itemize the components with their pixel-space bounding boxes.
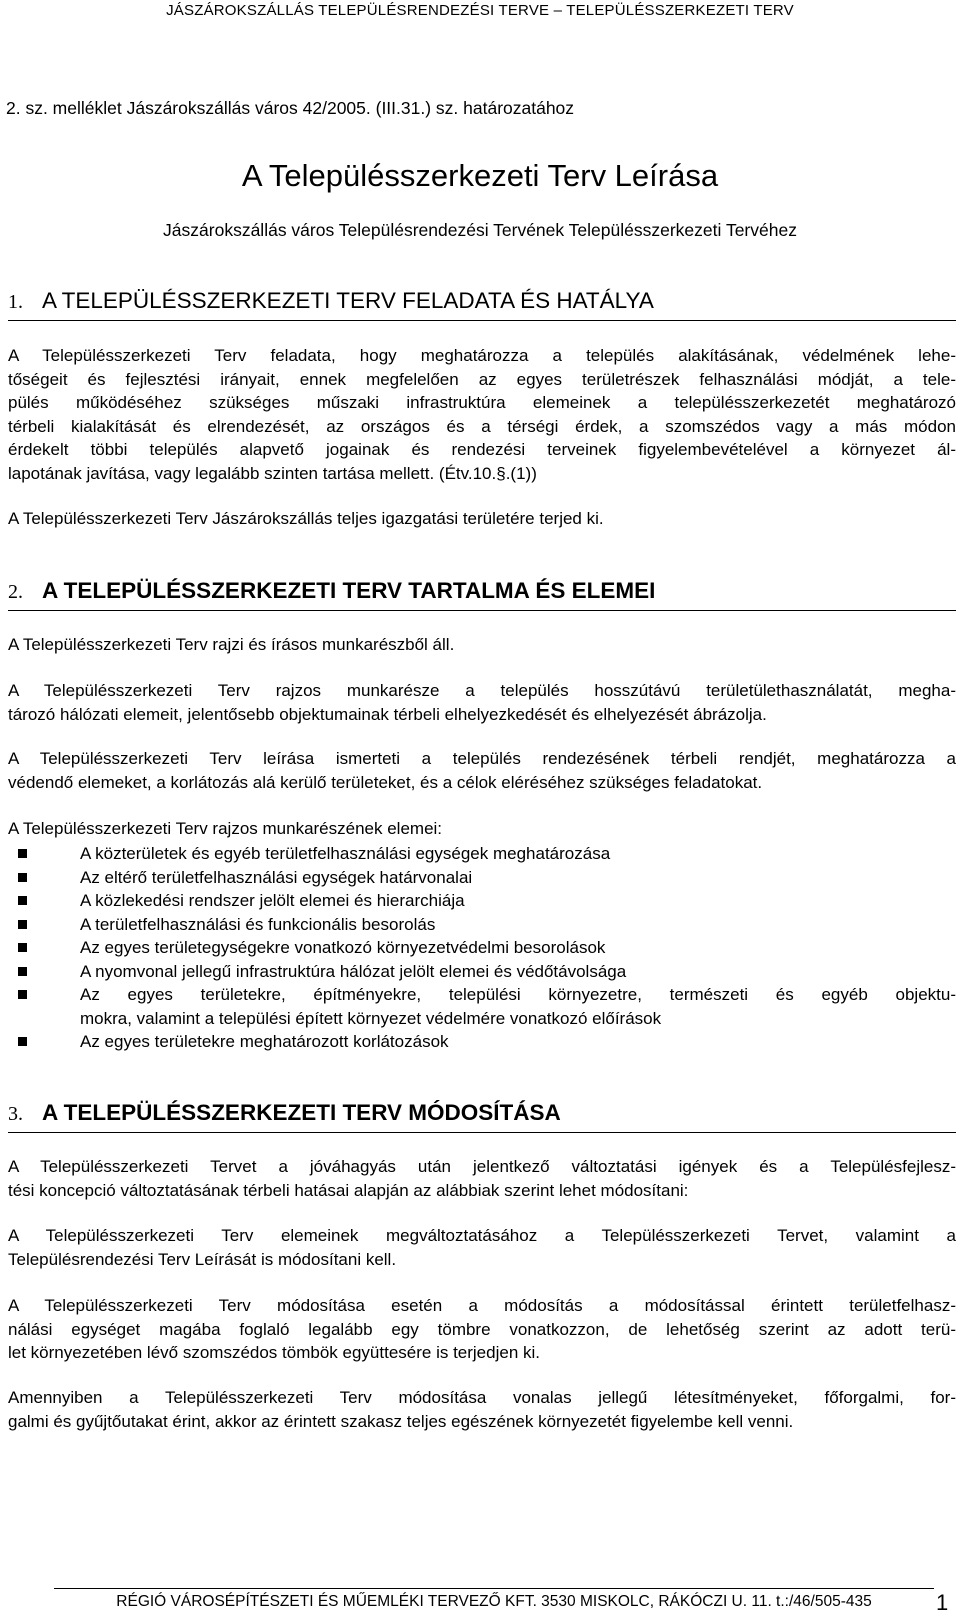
section-title: A TELEPÜLÉSSZERKEZETI TERV MÓDOSÍTÁSA [42,1100,561,1125]
list-item-text: Az egyes területegységekre vonatkozó környezetvédelmi besorolások [80,938,606,957]
section-3-paragraph-3 [8,1294,956,1365]
section-2-paragraph-3 [8,747,956,794]
list-item-text: A közterületek és egyéb területfelhasználási egységek meghatározása [80,844,611,863]
text-line: térbeli kialakítását és elrendezését, az országos és a térségi érdek, a szomszédos vagy a más módon [8,416,956,436]
square-bullet-icon [18,920,27,929]
text-line: nálási egységet magába foglaló legalább egy tömbre vonatkozzon, de lehetőség szerint az adott terü- [8,1319,956,1339]
page-footer: RÉGIÓ VÁROSÉPÍTÉSZETI ÉS MŰEMLÉKI TERVEZŐ KFT. 3530 MISKOLC, RÁKÓCZI U. 11. t.:/46/505-435 [54,1588,934,1611]
square-bullet-icon [18,967,27,976]
list-item-text: Az eltérő területfelhasználási egységek határvonalai [80,867,473,887]
text-line: tározó hálózati elemeit, jelentősebb objektumainak térbeli elhelyezkedését és elhelyezését ábrázolja. [8,704,767,724]
text-line: Amennyiben a Településszerkezeti Terv módosítása vonalas jellegű létesítményeket, főforgalmi, for- [8,1388,956,1407]
list-item [8,913,956,937]
list-item [8,960,956,984]
text-line: let környezetében lévő szomszédos tömbök együttesére is terjedjen ki. [8,1343,540,1362]
text-line: galmi és gyűjtőutakat érint, akkor az érintett szakasz teljes egészének környezetét figyelembe kell venni. [8,1411,794,1431]
text-line: tőségeit és fejlesztési irányait, ennek megfelelően az egyes területrészek felhasználási módját, a tele- [8,369,956,389]
section-2-paragraph-1 [8,633,956,657]
section-3-heading [8,1100,956,1133]
square-bullet-icon [18,1037,27,1046]
square-bullet-icon [18,849,27,858]
section-3-paragraph-2 [8,1224,956,1271]
text-line: védendő elemeket, a korlátozás alá kerülő területeket, és a célok eléréséhez szükséges feladatokat. [8,772,763,792]
list-item [8,983,956,1030]
section-2-paragraph-4 [8,817,956,841]
text-line: A Településszerkezeti Terv rajzos munkarésze a település hosszútávú területülethasználatát, megha- [8,681,956,700]
list-item [8,936,956,960]
square-bullet-icon [18,943,27,952]
section-2-heading [8,578,956,611]
text-line: tési koncepció változtatásának térbeli hatásai alapján az alábbiak szerint lehet módosítani: [8,1180,689,1200]
square-bullet-icon [18,896,27,905]
section-number: 2. [8,581,23,603]
section-title: A TELEPÜLÉSSZERKEZETI TERV FELADATA ÉS HATÁLYA [42,288,654,313]
list-item-text: A nyomvonal jellegű infrastruktúra hálózat jelölt elemei és védőtávolsága [80,961,627,981]
text-line: A Településszerkezeti Terv módosítása esetén a módosítás a módosítással érintett területfelhasz- [8,1296,956,1315]
text-line: A Településszerkezeti Terv feladata, hogy meghatározza a település alakításának, védelmének lehe- [8,346,956,365]
text-line: A Településszerkezeti Terv rajzos munkarészének elemei: [8,819,443,838]
section-number: 1. [8,291,23,313]
annex-reference: 2. sz. melléklet Jászárokszállás város 42/2005. (III.31.) sz. határozatához [6,98,575,118]
document-subtitle: Jászárokszállás város Településrendezési Tervének Településszerkezeti Tervéhez [163,220,797,240]
section-2-paragraph-2 [8,679,956,726]
text-line: A Településszerkezeti Terv leírása ismerteti a település rendezésének térbeli rendjét, meghatározza a [8,749,956,768]
square-bullet-icon [18,990,27,999]
elements-bullet-list [8,842,956,1054]
text-line: lapotának javítása, vagy legalább szinten tartása mellett. (Étv.10.§.(1)) [8,463,537,483]
text-line: érdekelt többi település alapvető jogainak és rendezési terveinek figyelembevételével a környezet ál- [8,440,956,459]
section-number: 3. [8,1103,23,1125]
text-line: A Településszerkezeti Terv elemeinek megváltoztatásához a Településszerkezeti Tervet, valamint a [8,1226,956,1245]
list-item-text: Az egyes területekre, építményekre, települési környezetre, természeti és egyéb objektu- [80,985,956,1004]
list-item [8,866,956,890]
square-bullet-icon [18,873,27,882]
list-item [8,1030,956,1054]
text-line: Településrendezési Terv Leírását is módosítani kell. [8,1249,397,1269]
text-line: pülés működéséhez szükséges műszaki infrastruktúra elemeinek a településszerkezetét meghatározó [8,393,956,412]
list-item-text: A közlekedési rendszer jelölt elemei és hierarchiája [80,891,465,910]
text-line: A Településszerkezeti Terv Jászárokszállás teljes igazgatási területére terjed ki. [8,509,604,528]
running-header: JÁSZÁROKSZÁLLÁS TELEPÜLÉSRENDEZÉSI TERVE – TELEPÜLÉSSZERKEZETI TERV [166,2,794,19]
text-line: A Településszerkezeti Terv rajzi és írásos munkarészből áll. [8,635,455,654]
document-title: A Településszerkezeti Terv Leírása [241,158,719,193]
section-title: A TELEPÜLÉSSZERKEZETI TERV TARTALMA ÉS ELEMEI [42,578,656,603]
text-line: A Településszerkezeti Tervet a jóváhagyás után jelentkező változtatási igények és a Településfejlesz- [8,1157,956,1176]
page-number: 1 [936,1590,949,1615]
list-item [8,842,956,866]
list-item-text: Az egyes területekre meghatározott korlátozások [80,1032,449,1051]
section-1-paragraph-2 [8,507,956,531]
list-item [8,889,956,913]
section-3-paragraph-4 [8,1386,956,1433]
section-3-paragraph-1 [8,1155,956,1202]
section-1-paragraph-1 [8,344,956,485]
section-1-heading [8,288,956,321]
list-item-text: A területfelhasználási és funkcionális besorolás [80,914,436,934]
list-item-text: mokra, valamint a települési épített környezet védelmére vonatkozó előírások [80,1008,662,1028]
